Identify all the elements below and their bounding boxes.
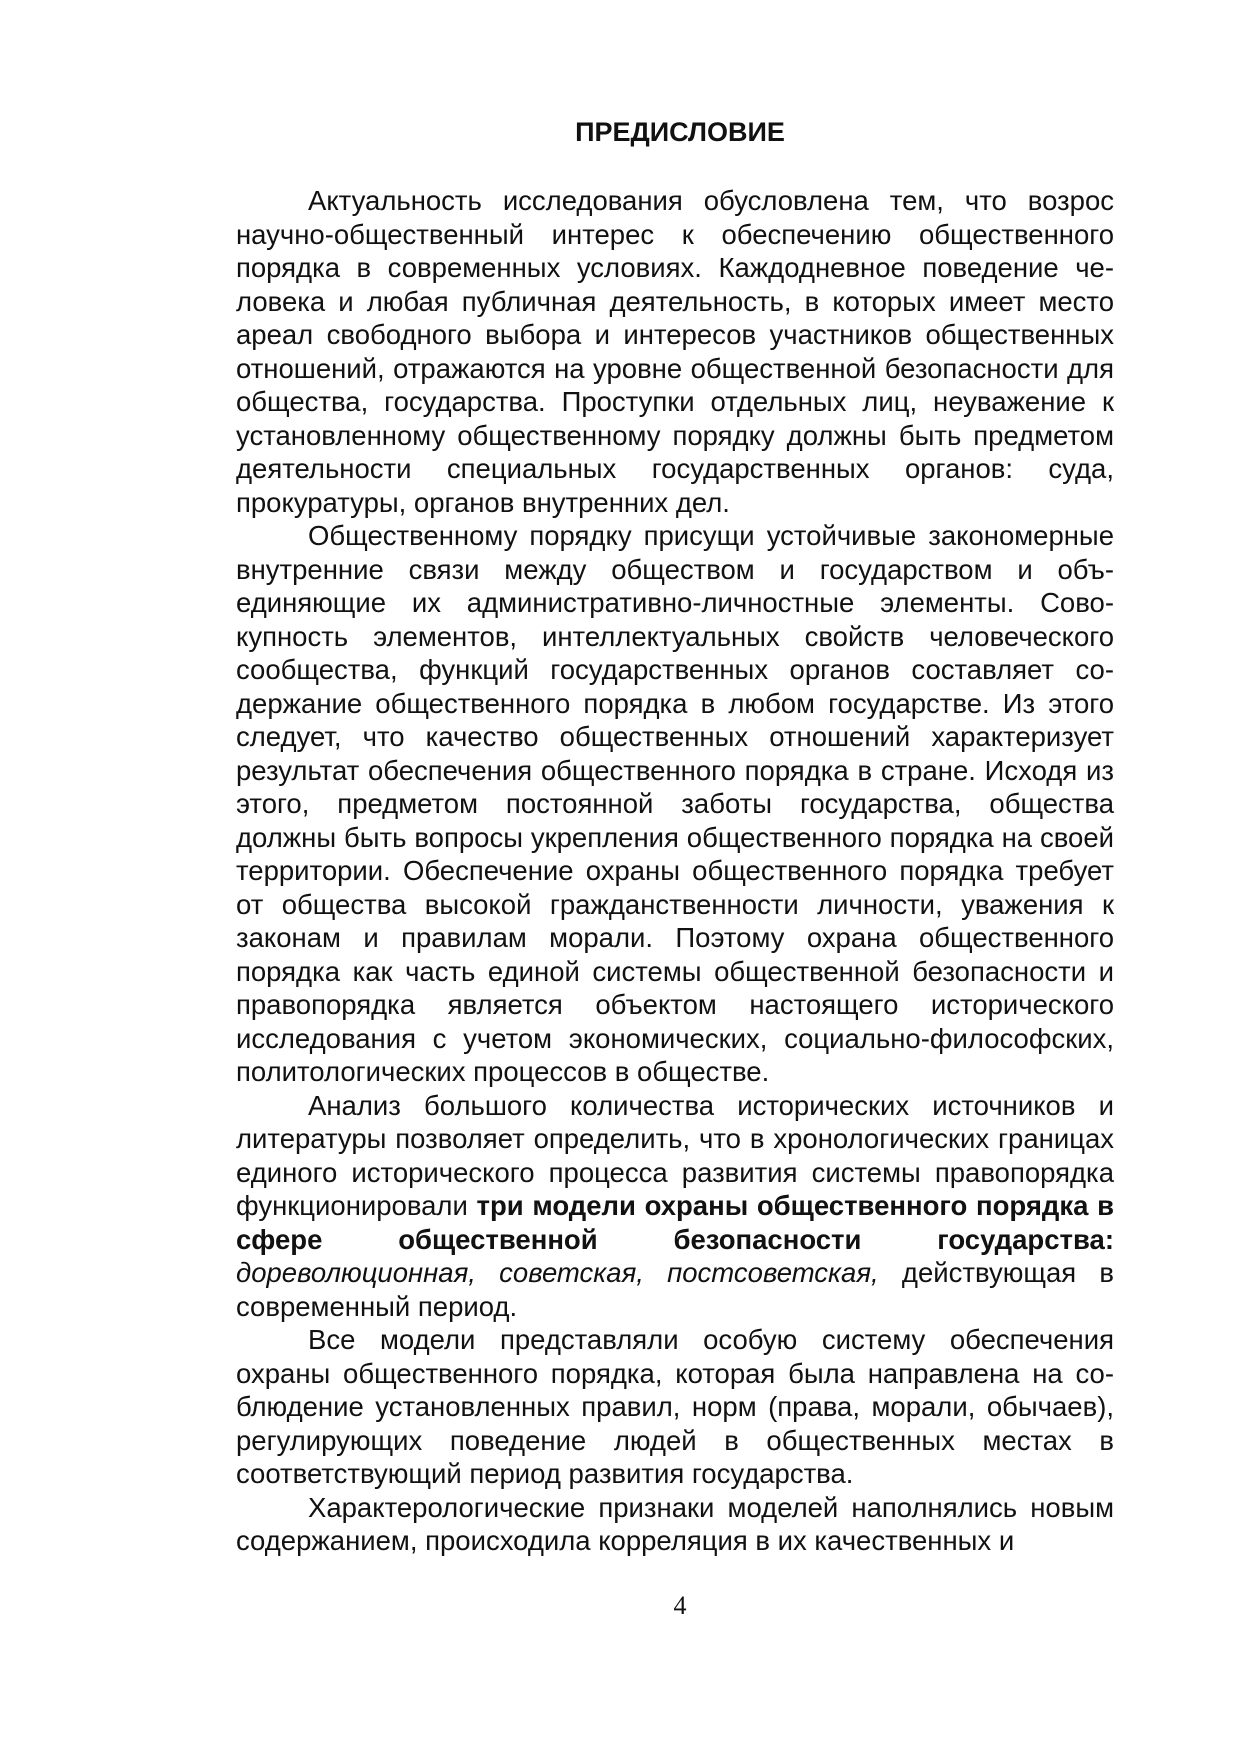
- paragraph-4: Все модели представляли особую систему обеспечения охраны общественного порядка, которая была направлена на соблюдение установленных правил, норм (права, морали, обычаев), регулирующих поведение людей в общественных местах в соответствующий период развития государства.: [236, 1324, 1114, 1489]
- page-number: 4: [673, 1591, 687, 1620]
- paragraph-3-italic: дореволюционная, советская, постсоветская,: [236, 1257, 879, 1288]
- paragraph-3-lead: Анализ большого количества исторических источников и литературы позволяет определить, что в хронологических границах единого исторического процесса развития системы правопорядка функционировали: [236, 1089, 1114, 1221]
- paragraph-1: Актуальность исследования обусловлена тем, что возрос научно-общественный интерес к обеспечению общественного порядка в современных условиях. Каждодневное поведение человека и любая публичная деятельность, в которых имеет место ареал свободного выбора и интересов участников общественных отношений, отражаются на уровне общественной безопасности для общества, государства. Проступки отдельных лиц, неуважение к установленному общественному порядку должны быть предметом деятельности специальных государственных органов: суда, прокуратуры, органов внутренних дел.: [236, 185, 1114, 518]
- body-text: [236, 184, 1114, 1558]
- paragraph-2: Общественному порядку присущи устойчивые закономерные внутренние связи между обществом и государством и объединяющие их административно-личностные элементы. Совокупность элементов, интеллектуальных свойств человеческого сообщества, функций государственных органов составляет содержание общественного порядка в любом государстве. Из этого следует, что качество общественных отношений характеризует результат обеспечения общественного порядка в стране. Исходя из этого, предметом постоянной заботы государства, общества должны быть вопросы укрепления общественного порядка на своей территории. Обеспечение охраны общественного порядка требует от общества высокой гражданственности личности, уважения к законам и правилам морали. Поэтому охрана общественного порядка как часть единой системы общественной безопасности и правопорядка является объектом настоящего исторического исследования с учетом экономических, социально-философских, политологических процессов в обществе.: [236, 520, 1114, 1087]
- page-title: ПРЕДИСЛОВИЕ: [575, 117, 785, 147]
- paragraph-3-bold: три модели охраны общественного порядка в сфере общественной безопасности государства:: [236, 1190, 1114, 1255]
- paragraph-5: Характерологические признаки моделей наполнялись новым содержанием, происходила корреляция в их качественных и: [236, 1491, 1114, 1556]
- paragraph-3: [236, 1089, 1114, 1324]
- paragraph-3-tail: действующая в современный период.: [236, 1257, 1114, 1322]
